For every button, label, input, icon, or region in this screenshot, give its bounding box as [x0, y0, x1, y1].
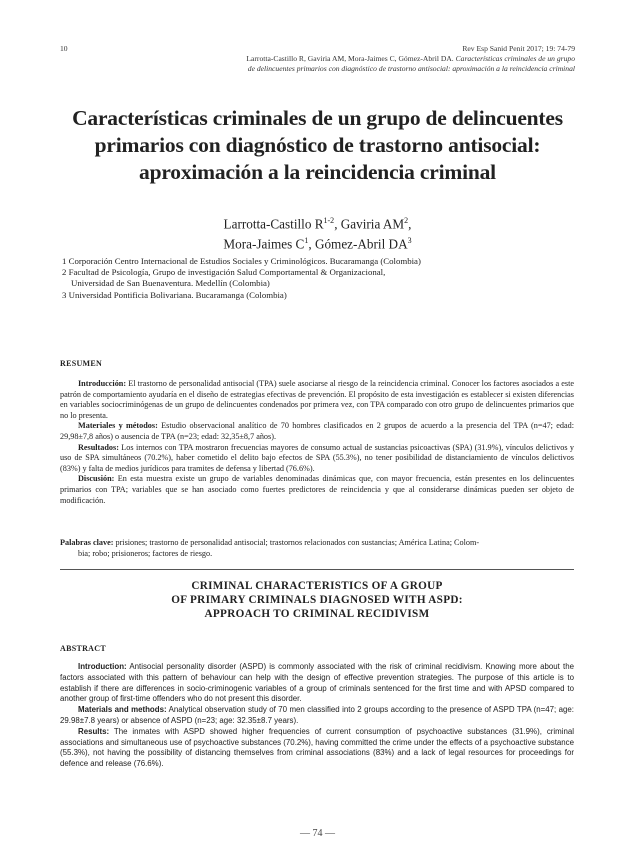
author-affil-sup: 2: [404, 216, 409, 225]
english-title-line: OF PRIMARY CRIMINALS DIAGNOSED WITH ASPD:: [171, 593, 463, 606]
english-title: [60, 580, 574, 621]
keywords-text-cont: bia; robo; prisioneros; factores de riesgo.: [78, 548, 213, 558]
text-results: The inmates with ASPD showed higher frequencies of current consumption of psychoactive substances (31.9%), criminal associations and simultaneous use of psychoactive substances (70.2%), having committed the crime under the effects of a psychoactive substance (55.3%), not having the possibility of distancing themselves from criminal associations (83%) and a lack of legal resources for proceedings for defence and release (76.6%).: [60, 726, 574, 769]
abstract-results: [60, 727, 574, 770]
label-introduction: Introduction:: [78, 662, 127, 671]
label-introduccion: Introducción:: [78, 379, 127, 388]
affiliation-item: 1 Corporación Centro Internacional de Estudios Sociales y Criminológicos. Bucaramanga (Colombia): [62, 256, 421, 266]
author-name: Larrotta-Castillo R: [223, 216, 324, 232]
abstract-methods: [60, 705, 574, 727]
author-affil-sup: 1-2: [323, 216, 335, 225]
abstract-intro: [60, 662, 574, 705]
label-metodos: Materiales y métodos:: [78, 421, 158, 431]
header-citation: [95, 54, 575, 73]
abstract-body: [60, 662, 574, 770]
keywords: [60, 538, 574, 559]
resumen-body: [60, 379, 574, 506]
label-methods: Materials and methods:: [78, 705, 167, 715]
text-metodos: Estudio observacional analítico de 70 hombres clasificados en 2 grupos de acuerdo a la presencia del TPA (n=47; edad: 29,98±7,8 años) o ausencia de TPA (n=23; edad: 32,35±8,7 años).: [60, 421, 574, 441]
keywords-text: prisiones; trastorno de personalidad antisocial; trastornos relacionados con sustancias; América Latina; Colom-: [113, 538, 480, 547]
abstract-heading: ABSTRACT: [60, 644, 106, 653]
text-introduction: Antisocial personality disorder (ASPD) is commonly associated with the risk of criminal recidivism. Knowing more about the factors associated with this pattern of behaviour can help with the design of effective prevention strategies. The purpose of this article is to establish if there are differences in socio-criminogenic variables of a group of criminals sentenced for the first time and with APSD compared to another group of first-time offenders who do not present this disorder.: [60, 662, 574, 704]
text-methods: Analytical observation study of 70 men classified into 2 groups according to the presence of ASPD TPA (n=47; age: 29.98±7.8 years) or absence of ASPD (n=23; age: 32.35±8.7 years).: [60, 705, 574, 725]
title-line: Características criminales de un grupo de delincuentes: [72, 106, 563, 130]
article-title: [30, 105, 605, 186]
keywords-label: Palabras clave:: [60, 538, 114, 547]
label-resultados: Resultados:: [78, 442, 119, 452]
affiliations: [62, 256, 421, 301]
author-separator: ,: [408, 216, 412, 232]
affiliation-item: Universidad de San Buenaventura. Medellín (Colombia): [71, 278, 270, 289]
title-line: aproximación a la reincidencia criminal: [139, 160, 496, 184]
resumen-discusion: [60, 474, 574, 506]
author-affil-sup: 1: [304, 236, 309, 246]
header-journal: Rev Esp Sanid Penit 2017; 19: 74-79: [462, 44, 575, 53]
author-name: Mora-Jaimes C: [223, 236, 305, 252]
affiliation-item: 3 Universidad Pontificia Bolivariana. Bucaramanga (Colombia): [62, 289, 287, 300]
citation-title-1: Características criminales de un grupo: [455, 54, 575, 63]
affiliation-item: 2 Facultad de Psicología, Grupo de investigación Salud Comportamental & Organizacional,: [62, 267, 386, 278]
citation-authors: Larrotta-Castillo R, Gaviria AM, Mora-Jaimes C, Gómez-Abril DA.: [246, 54, 454, 63]
title-line: primarios con diagnóstico de trastorno antisocial:: [94, 133, 541, 157]
resumen-intro: [60, 379, 574, 421]
label-discusion: Discusión:: [78, 474, 115, 484]
text-resultados: Los internos con TPA mostraron frecuencias mayores de consumo actual de sustancias psicoactivas (SPA) (31.9%), vínculos delictivos y uso de SPA simultáneos (70.2%), haber cometido el delito bajo efectos de SPA (55.3%), no tener posibilidad de distanciamiento de vínculos delictivos (83%) y falta de medios jurídicos para tramites de defensa y libertad (76.6%).: [60, 442, 574, 473]
resumen-heading: RESUMEN: [60, 359, 103, 368]
section-divider: [60, 569, 574, 570]
text-introduccion: El trastorno de personalidad antisocial (TPA) suele asociarse al riesgo de la reincidencia criminal. Conocer los factores asociados a este patrón de comportamiento ayudaría en el diseño de estrategias efectivas de prevención. El propósito de esta investigación es establecer si existen diferencias en variables sociocriminógenas de un grupo de delincuentes condenados por primera vez, con TPA comparado con otro grupo de delincuentes primarios que no lo presenta.: [60, 379, 574, 420]
english-title-line: CRIMINAL CHARACTERISTICS OF A GROUP: [191, 580, 443, 592]
resumen-resultados: [60, 443, 574, 475]
resumen-metodos: [60, 421, 574, 442]
author-affil-sup: 3: [407, 236, 412, 246]
footer-page-number: — 74 —: [300, 828, 335, 839]
author-name: , Gaviria AM: [334, 216, 405, 232]
author-list: [30, 212, 605, 253]
text-discusion: En esta muestra existe un grupo de variables denominadas dinámicas que, con mayor frecuencia, están presentes en los delincuentes primarios con TPA; variables que se han asociado como fuertes predictores de reincidencia y que al considerarse dinámicas pueden ser objeto de modificación.: [60, 474, 574, 505]
citation-title-2: de delincuentes primarios con diagnóstico de trastorno antisocial: aproximación a la reincidencia criminal: [247, 63, 575, 73]
header-page-number: 10: [60, 44, 68, 53]
label-results: Results:: [78, 726, 110, 736]
english-title-line: APPROACH TO CRIMINAL RECIDIVISM: [204, 607, 430, 620]
author-name: , Gómez-Abril DA: [308, 236, 408, 252]
